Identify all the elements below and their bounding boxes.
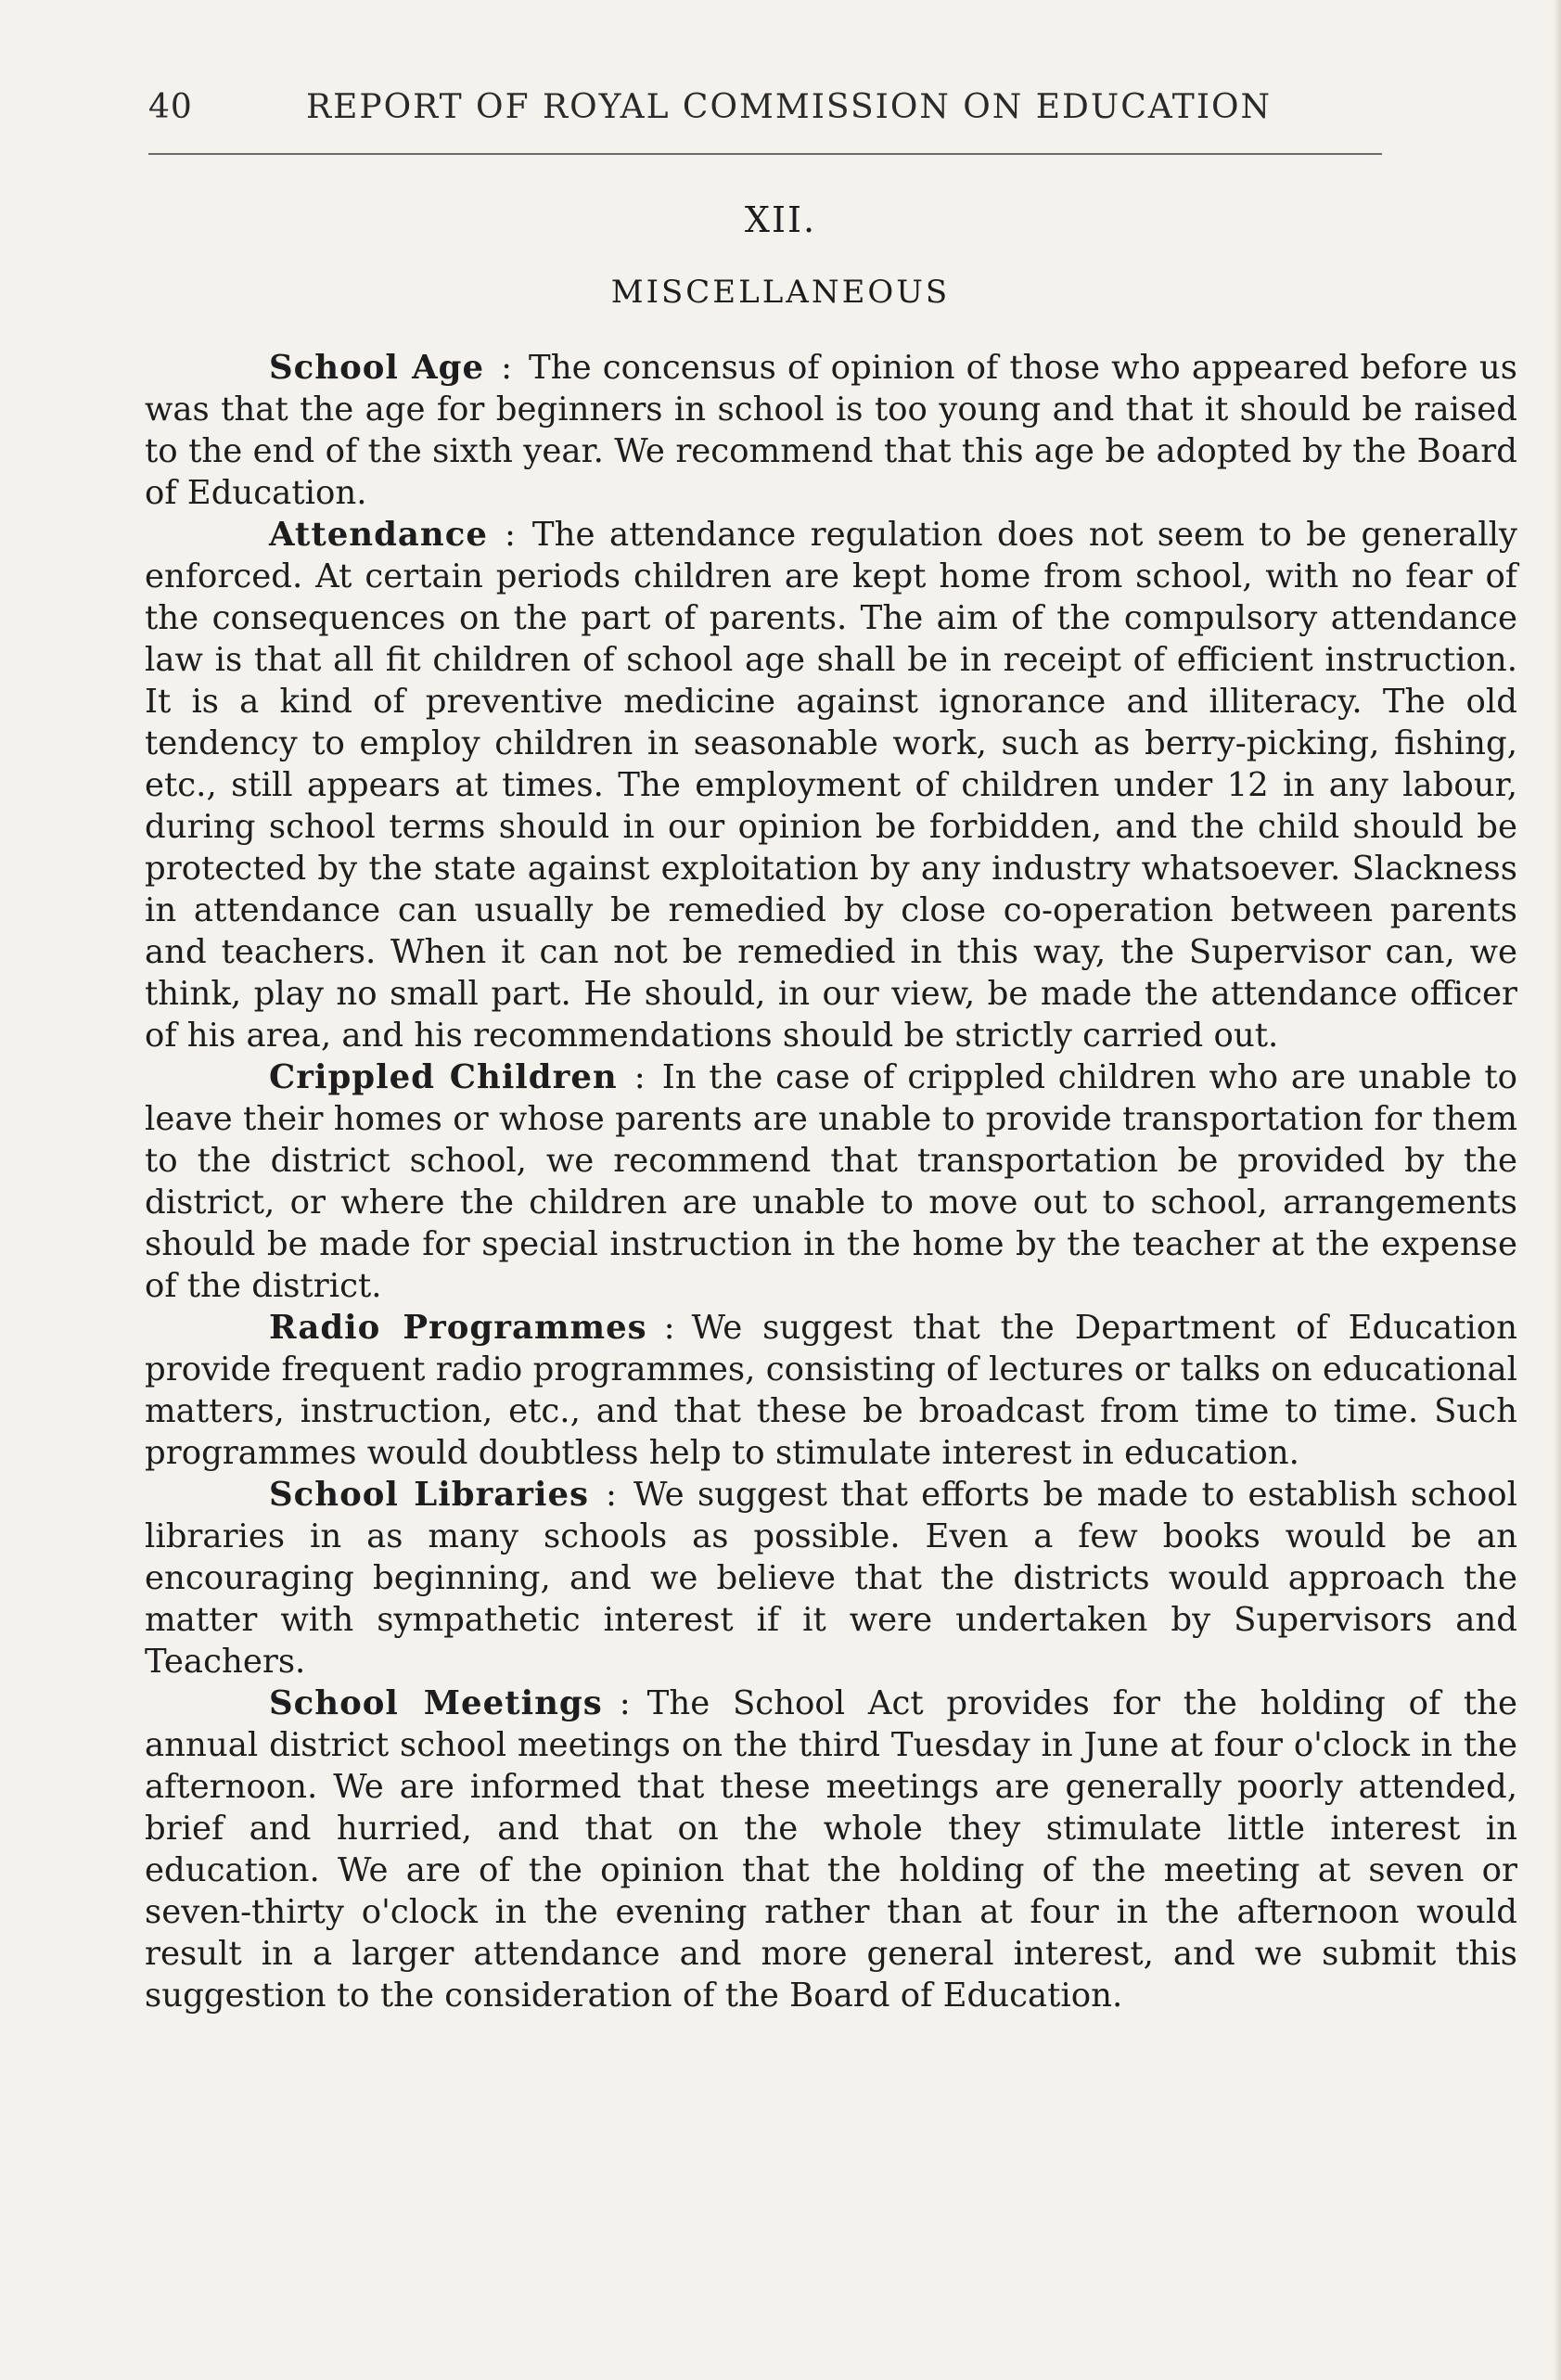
- paragraph-radio-programmes: [145, 1307, 1517, 1474]
- running-header: [148, 88, 1373, 144]
- section-title: MISCELLANEOUS: [610, 274, 951, 311]
- section-number: XII.: [744, 199, 817, 240]
- heading-separator: :: [619, 1684, 631, 1722]
- heading-separator: :: [633, 1058, 646, 1096]
- paragraph-text: The School Act provides for the holding of the annual district school meetings on the third Tuesday in June at four o'clock in the afternoon. We are informed that these meetings are generally poorly attended, brief and hurried, and that on the whole they stimulate little interest in education. We are of the opinion that the holding of the meeting at seven or seven-thirty o'clock in the evening rather than at four in the afternoon would result in a larger attendance and more general interest, and we submit this suggestion to the consideration of the Board of Education.: [145, 1684, 1517, 2015]
- paragraph-text: We suggest that efforts be made to establish school libraries in as many schools as possible. Even a few books would be an encouraging beginning, and we believe that the districts would approach the matter with sympathetic interest if it were undertaken by Supervisors and Teachers.: [145, 1476, 1517, 1681]
- heading-separator: :: [663, 1309, 675, 1347]
- paragraph-text: In the case of crippled children who are unable to leave their homes or whose parents are unable to provide transportation for them to the district school, we recommend that transportation be provided by the district, or where the children are unable to move out to school, arrangements should be made for special instruction in the home by the teacher at the expense of the district.: [145, 1058, 1517, 1305]
- paragraph-school-meetings: [145, 1683, 1517, 2016]
- paragraph-text: We suggest that the Department of Education provide frequent radio programmes, consisting of lectures or talks on educational matters, instruction, etc., and that these be broadcast from time to time. Such programmes would doubtless help to stimulate interest in education.: [145, 1309, 1517, 1472]
- paragraph-heading: School Age: [269, 349, 485, 387]
- paragraph-text: The concensus of opinion of those who appeared before us was that the age for beginners in school is too young and that it should be raised to the end of the sixth year. We recommend that this age be adopted by the Board of Education.: [145, 349, 1517, 512]
- header-rule: [148, 153, 1382, 155]
- paragraph-school-age: [145, 347, 1517, 514]
- running-title: REPORT OF ROYAL COMMISSION ON EDUCATION: [306, 88, 1273, 126]
- paragraph-heading: Crippled Children: [269, 1058, 618, 1096]
- paragraph-heading: Attendance: [269, 516, 488, 554]
- page-edge-shadow: [1554, 0, 1561, 2380]
- paragraph-heading: School Meetings: [269, 1684, 603, 1722]
- paragraph-school-libraries: [145, 1474, 1517, 1683]
- heading-separator: :: [504, 516, 516, 554]
- paragraph-heading: School Libraries: [269, 1476, 590, 1514]
- heading-separator: :: [606, 1476, 618, 1514]
- paragraph-heading: Radio Programmes: [269, 1309, 647, 1347]
- paragraph-text: The attendance regulation does not seem to be generally enforced. At certain periods children are kept home from school, with no fear of the consequences on the part of parents. The aim of the compulsory attendance law is that all fit children of school age shall be in receipt of efficient instruction. It is a kind of preventive medicine against ignorance and illiteracy. The old tendency to employ children in seasonable work, such as berry-picking, fishing, etc., still appears at times. The employment of children under 12 in any labour, during school terms should in our opinion be forbidden, and the child should be protected by the state against exploitation by any industry whatsoever. Slackness in attendance can usually be remedied by close co-operation between parents and teachers. When it can not be remedied in this way, the Supervisor can, we think, play no small part. He should, in our view, be made the attendance officer of his area, and his recommendations should be strictly carried out.: [145, 516, 1517, 1055]
- body-text: [145, 347, 1517, 2016]
- paragraph-attendance: [145, 514, 1517, 1056]
- page-number: 40: [148, 88, 193, 126]
- heading-separator: :: [501, 349, 513, 387]
- paragraph-crippled-children: [145, 1056, 1517, 1307]
